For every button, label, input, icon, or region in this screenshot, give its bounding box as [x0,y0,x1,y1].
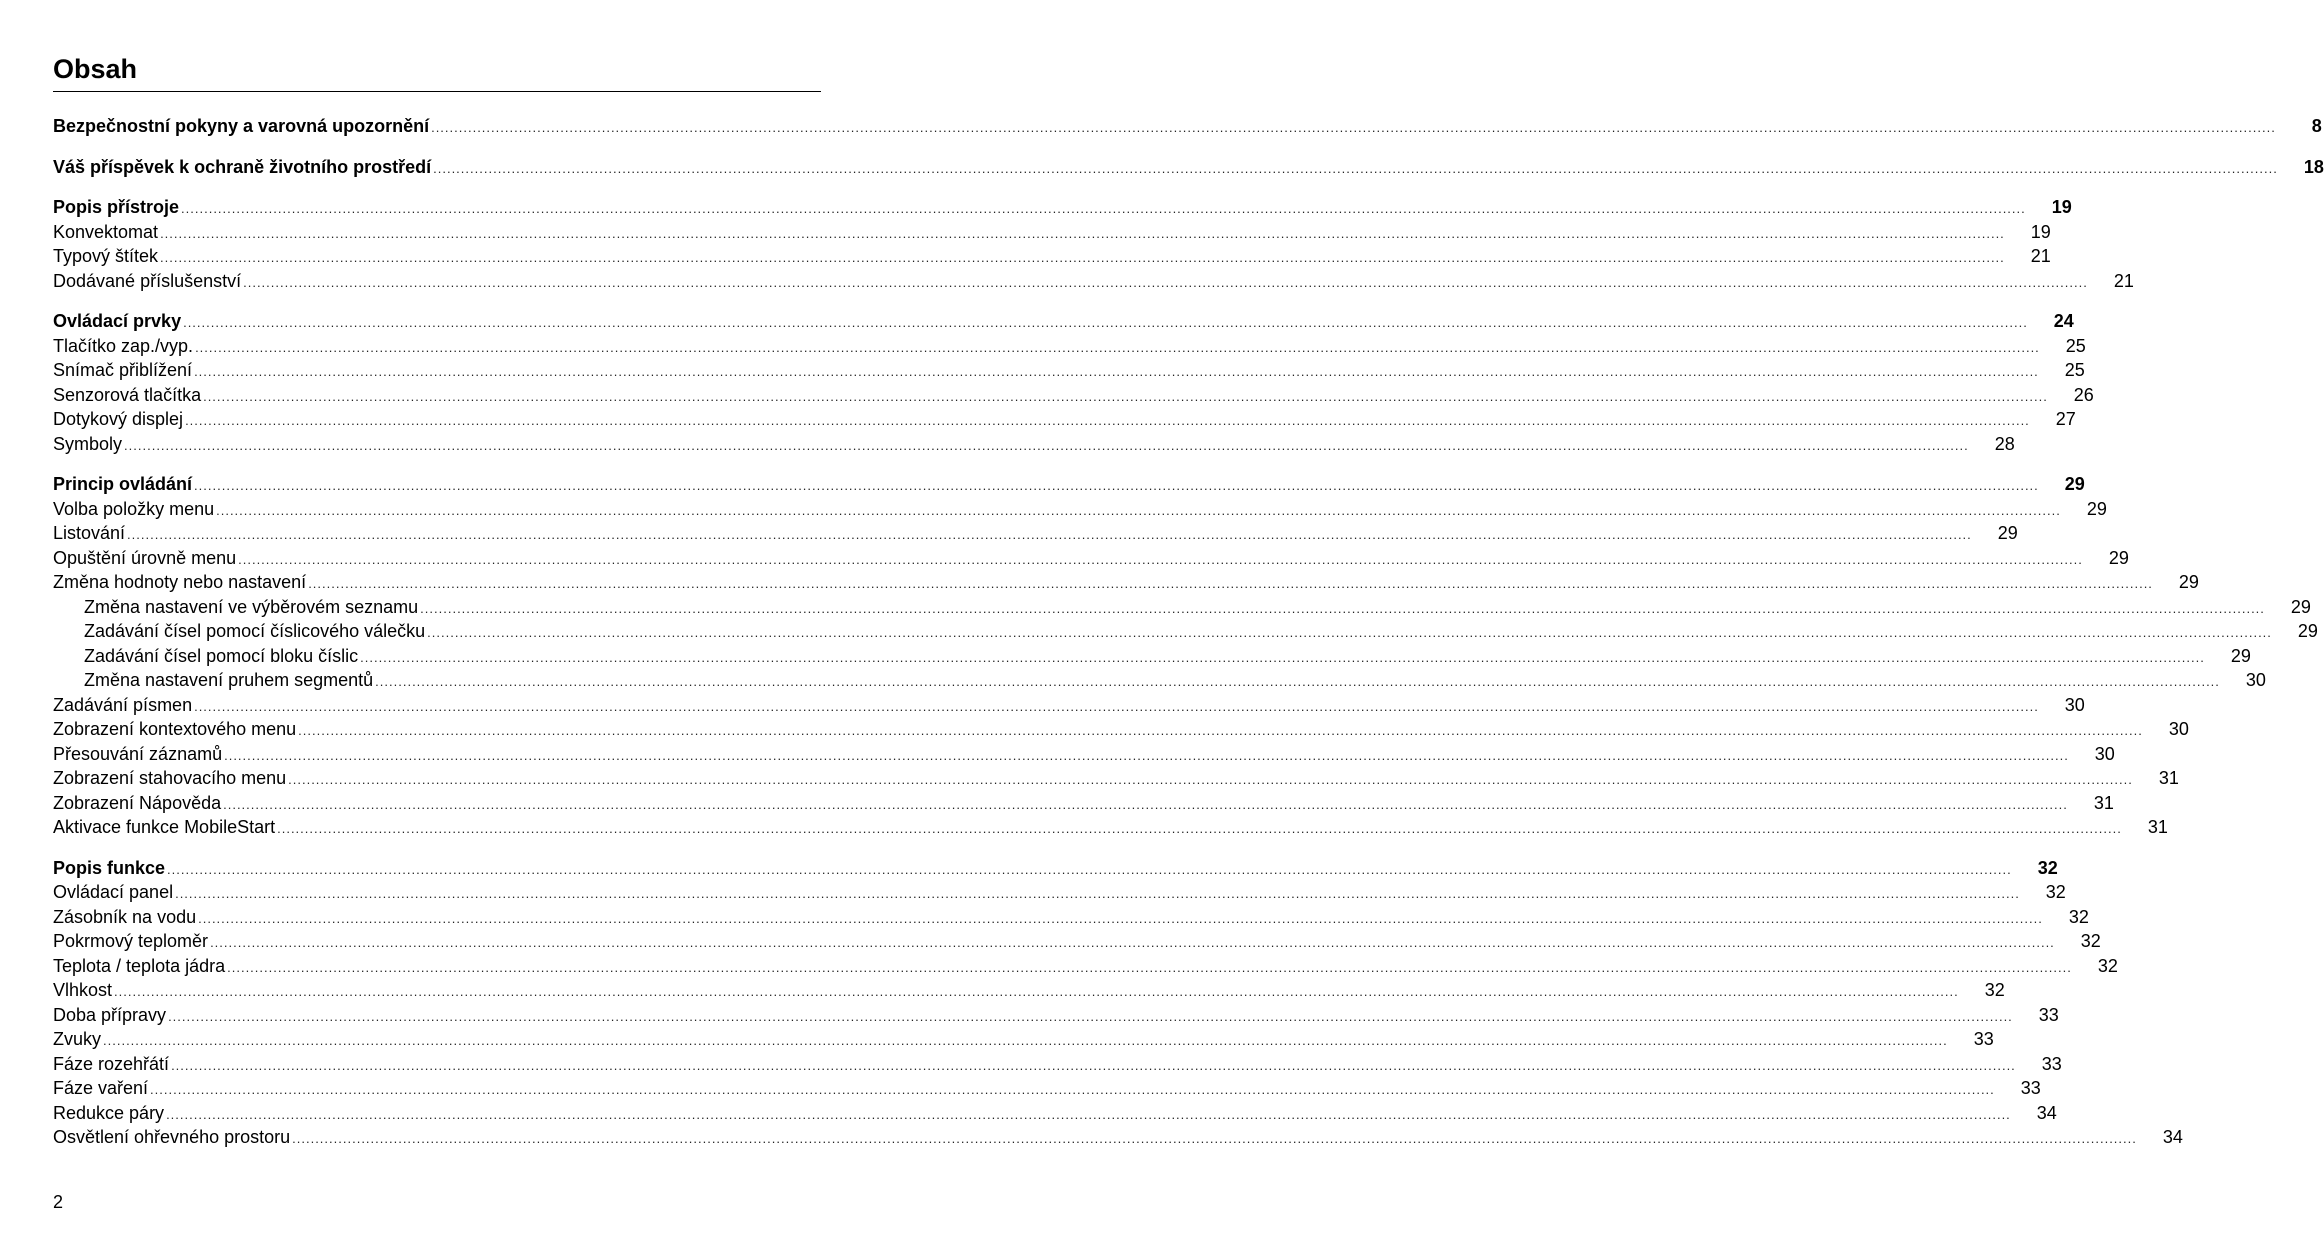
toc-entry-page: 29 [2108,547,2129,568]
dot-leader: ................................................................................................................................................................................................................................................................................................................................................................................................................ [127,527,1972,542]
dot-leader: ................................................................................................................................................................................................................................................................................................................................................................................................................ [167,861,2012,877]
toc-chapter-entry[interactable] [53,856,2058,881]
toc-section [53,195,2134,293]
toc-entry-label: Zobrazení Nápověda [53,792,222,813]
toc-entry-label: Váš příspěvek k ochraně životního prostředí [53,156,432,177]
toc-entry-label: Pokrmový teploměr [53,931,209,951]
toc-entry[interactable] [53,383,2094,408]
dot-leader: ................................................................................................................................................................................................................................................................................................................................................................................................................ [227,959,2072,975]
toc-entry-page: 32 [1984,980,2005,1000]
toc-entry-page: 21 [2030,246,2051,266]
dot-leader: ................................................................................................................................................................................................................................................................................................................................................................................................................ [243,274,2088,290]
toc-entry[interactable] [53,880,2066,905]
dot-leader: ................................................................................................................................................................................................................................................................................................................................................................................................................ [433,160,2278,176]
toc-entry-page: 26 [2073,384,2094,405]
table-of-contents [53,114,2324,1166]
toc-entry-page: 31 [2147,817,2168,837]
toc-entry-label: Senzorová tlačítka [53,384,202,405]
toc-entry-page: 19 [2030,221,2051,242]
toc-entry[interactable] [53,693,2085,718]
toc-entry[interactable] [53,334,2086,359]
toc-entry[interactable] [53,497,2107,522]
dot-leader: ................................................................................................................................................................................................................................................................................................................................................................................................................ [168,1008,2013,1024]
toc-entry-label: Konvektomat [53,221,159,242]
toc-subsection-entry[interactable] [53,595,2311,620]
toc-entry-page: 31 [2093,792,2114,813]
toc-entry-label: Vlhkost [53,980,113,1000]
toc-entry-label: Fáze vaření [53,1078,149,1098]
dot-leader: ................................................................................................................................................................................................................................................................................................................................................................................................................ [210,935,2055,950]
toc-entry-label: Popis přístroje [53,197,180,217]
toc-entry-page: 33 [2020,1078,2041,1098]
toc-entry-label: Fáze rozehřátí [53,1053,170,1074]
dot-leader: ................................................................................................................................................................................................................................................................................................................................................................................................................ [103,1033,1948,1048]
toc-entry-page: 33 [2041,1053,2062,1074]
toc-section [53,114,2322,139]
toc-chapter-entry[interactable] [53,114,2322,139]
toc-entry-label: Přesouvání záznamů [53,743,223,764]
toc-entry-label: Volba položky menu [53,498,215,519]
toc-entry-label: Popis funkce [53,857,166,878]
toc-chapter-entry[interactable] [53,309,2074,334]
dot-leader: ................................................................................................................................................................................................................................................................................................................................................................................................................ [194,364,2039,379]
toc-subsection-entry[interactable] [53,644,2251,669]
toc-entry-page: 19 [2051,197,2072,217]
toc-entry-label: Změna nastavení ve výběrovém seznamu [84,596,419,617]
toc-entry[interactable] [53,815,2168,840]
toc-entry[interactable] [53,546,2129,571]
toc-entry-label: Bezpečnostní pokyny a varovná upozornění [53,116,430,136]
toc-entry-page: 29 [2297,621,2318,641]
toc-entry-page: 30 [2168,719,2189,739]
toc-entry-page: 32 [2068,906,2089,927]
toc-entry-label: Zadávání čísel pomocí číslicového válečku [84,621,426,641]
toc-entry-label: Zobrazení stahovacího menu [53,768,287,788]
toc-section [53,309,2094,456]
dot-leader: ................................................................................................................................................................................................................................................................................................................................................................................................................ [238,551,2083,567]
toc-entry-label: Osvětlení ohřevného prostoru [53,1127,291,1147]
toc-entry[interactable] [53,791,2114,816]
toc-entry[interactable] [53,1076,2041,1101]
toc-entry-page: 32 [2080,931,2101,951]
dot-leader: ................................................................................................................................................................................................................................................................................................................................................................................................................ [203,388,2048,404]
toc-entry-page: 25 [2065,335,2086,356]
dot-leader: ................................................................................................................................................................................................................................................................................................................................................................................................................ [277,821,2122,836]
toc-entry-label: Symboly [53,433,123,454]
toc-subsection-entry[interactable] [53,619,2318,644]
toc-entry-page: 8 [2311,116,2322,136]
toc-entry-page: 33 [2038,1004,2059,1025]
toc-subsection-entry[interactable] [53,668,2266,693]
toc-entry[interactable] [53,220,2051,245]
dot-leader: ................................................................................................................................................................................................................................................................................................................................................................................................................ [114,984,1959,999]
toc-entry-label: Opuštění úrovně menu [53,547,237,568]
toc-entry-label: Ovládací prvky [53,311,182,331]
toc-entry-label: Dodávané příslušenství [53,270,242,291]
toc-entry-page: 32 [2037,857,2058,878]
toc-entry[interactable] [53,954,2118,979]
dot-leader: ................................................................................................................................................................................................................................................................................................................................................................................................................ [431,120,2276,135]
toc-entry[interactable] [53,269,2134,294]
toc-entry[interactable] [53,742,2115,767]
toc-entry-label: Redukce páry [53,1102,165,1123]
toc-entry-page: 34 [2036,1102,2057,1123]
toc-entry-label: Zvuky [53,1029,102,1049]
dot-leader: ................................................................................................................................................................................................................................................................................................................................................................................................................ [308,576,2153,591]
toc-entry-page: 34 [2162,1127,2183,1147]
toc-entry[interactable] [53,1125,2183,1150]
toc-entry-page: 25 [2064,360,2085,380]
dot-leader: ................................................................................................................................................................................................................................................................................................................................................................................................................ [223,796,2068,812]
dot-leader: ................................................................................................................................................................................................................................................................................................................................................................................................................ [360,649,2205,665]
dot-leader: ................................................................................................................................................................................................................................................................................................................................................................................................................ [420,600,2265,616]
toc-entry-page: 29 [2086,498,2107,519]
dot-leader: ................................................................................................................................................................................................................................................................................................................................................................................................................ [160,250,2005,265]
toc-entry[interactable] [53,717,2189,742]
toc-entry[interactable] [53,978,2005,1003]
dot-leader: ................................................................................................................................................................................................................................................................................................................................................................................................................ [185,413,2030,428]
toc-entry-page: 29 [2178,572,2199,592]
toc-section [53,155,2324,180]
dot-leader: ................................................................................................................................................................................................................................................................................................................................................................................................................ [166,1106,2011,1122]
toc-entry-page: 30 [2094,743,2115,764]
toc-entry[interactable] [53,766,2179,791]
page-number: 2 [53,1192,64,1212]
toc-entry-label: Zobrazení kontextového menu [53,719,297,739]
dot-leader: ................................................................................................................................................................................................................................................................................................................................................................................................................ [181,201,2026,216]
toc-entry-page: 28 [1994,433,2015,454]
toc-entry-label: Teplota / teplota jádra [53,955,226,976]
toc-entry[interactable] [53,1027,1994,1052]
toc-entry-page: 18 [2303,156,2324,177]
toc-entry-label: Zadávání písmen [53,694,193,715]
toc-entry-label: Listování [53,523,126,543]
toc-entry-page: 21 [2113,270,2134,291]
dot-leader: ................................................................................................................................................................................................................................................................................................................................................................................................................ [124,437,1969,453]
dot-leader: ................................................................................................................................................................................................................................................................................................................................................................................................................ [298,723,2143,738]
dot-leader: ................................................................................................................................................................................................................................................................................................................................................................................................................ [195,339,2040,355]
toc-entry-label: Tlačítko zap./vyp. [53,335,194,356]
toc-entry[interactable] [53,1052,2062,1077]
dot-leader: ................................................................................................................................................................................................................................................................................................................................................................................................................ [288,772,2133,787]
toc-entry-label: Zásobník na vodu [53,906,197,927]
toc-entry-label: Snímač přiblížení [53,360,193,380]
toc-entry-label: Zadávání čísel pomocí bloku číslic [84,645,359,666]
dot-leader: ................................................................................................................................................................................................................................................................................................................................................................................................................ [175,886,2020,901]
toc-entry-page: 32 [2045,882,2066,902]
toc-entry[interactable] [53,432,2015,457]
toc-section [53,856,2183,1150]
toc-chapter-entry[interactable] [53,472,2085,497]
dot-leader: ................................................................................................................................................................................................................................................................................................................................................................................................................ [171,1057,2016,1073]
toc-section [53,472,2318,840]
toc-entry-page: 33 [1973,1029,1994,1049]
dot-leader: ................................................................................................................................................................................................................................................................................................................................................................................................................ [150,1082,1995,1097]
toc-entry-page: 29 [2290,596,2311,617]
page-title: Obsah [53,54,138,84]
dot-leader: ................................................................................................................................................................................................................................................................................................................................................................................................................ [194,478,2039,493]
toc-entry[interactable] [53,407,2076,432]
toc-entry-page: 29 [2230,645,2251,666]
toc-entry-page: 29 [1997,523,2018,543]
dot-leader: ................................................................................................................................................................................................................................................................................................................................................................................................................ [198,910,2043,926]
toc-entry-page: 30 [2245,670,2266,690]
dot-leader: ................................................................................................................................................................................................................................................................................................................................................................................................................ [224,747,2069,763]
title-divider [53,91,821,92]
toc-entry-label: Změna hodnoty nebo nastavení [53,572,307,592]
toc-entry-label: Typový štítek [53,246,159,266]
dot-leader: ................................................................................................................................................................................................................................................................................................................................................................................................................ [292,1131,2137,1146]
toc-entry-label: Změna nastavení pruhem segmentů [84,670,374,690]
toc-entry[interactable] [53,521,2018,546]
toc-entry[interactable] [53,570,2199,595]
toc-entry-label: Dotykový displej [53,409,184,429]
dot-leader: ................................................................................................................................................................................................................................................................................................................................................................................................................ [194,698,2039,714]
toc-entry[interactable] [53,905,2089,930]
toc-entry-page: 29 [2064,474,2085,494]
toc-entry[interactable] [53,929,2101,954]
dot-leader: ................................................................................................................................................................................................................................................................................................................................................................................................................ [375,674,2220,689]
dot-leader: ................................................................................................................................................................................................................................................................................................................................................................................................................ [427,625,2272,640]
toc-entry-page: 31 [2158,768,2179,788]
toc-entry-label: Princip ovládání [53,474,193,494]
toc-entry-page: 30 [2064,694,2085,715]
dot-leader: ................................................................................................................................................................................................................................................................................................................................................................................................................ [216,502,2061,518]
toc-entry[interactable] [53,1003,2059,1028]
toc-chapter-entry[interactable] [53,155,2324,180]
toc-chapter-entry[interactable] [53,195,2072,220]
toc-entry-label: Aktivace funkce MobileStart [53,817,276,837]
toc-entry-page: 27 [2055,409,2076,429]
toc-entry[interactable] [53,1101,2057,1126]
toc-entry-page: 24 [2053,311,2074,331]
dot-leader: ................................................................................................................................................................................................................................................................................................................................................................................................................ [160,225,2005,241]
toc-entry-label: Doba přípravy [53,1004,167,1025]
toc-entry[interactable] [53,244,2051,269]
toc-entry-page: 32 [2097,955,2118,976]
toc-entry-label: Ovládací panel [53,882,174,902]
dot-leader: ................................................................................................................................................................................................................................................................................................................................................................................................................ [183,315,2028,330]
toc-entry[interactable] [53,358,2085,383]
